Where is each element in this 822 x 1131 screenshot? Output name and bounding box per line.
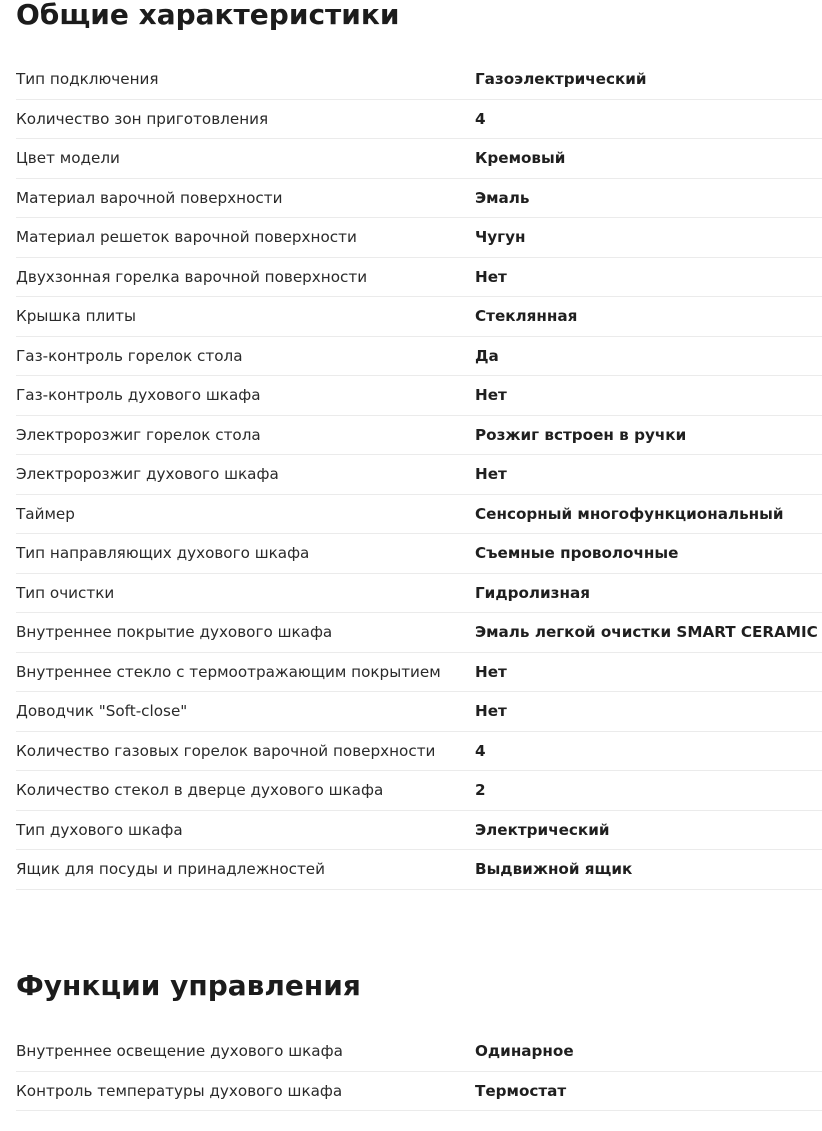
spec-label: Материал варочной поверхности (16, 188, 283, 207)
spec-value: 4 (475, 109, 486, 128)
spec-value: Стеклянная (475, 307, 578, 326)
spec-table-control (16, 1032, 822, 1111)
spec-value: Эмаль (475, 188, 530, 207)
spec-value: Гидролизная (475, 583, 590, 602)
spec-label: Внутреннее покрытие духового шкафа (16, 623, 333, 642)
spec-label: Количество зон приготовления (16, 109, 269, 128)
spec-value: Розжиг встроен в ручки (475, 425, 687, 444)
section-title-control: Функции управления (16, 969, 361, 1002)
spec-value: Электрический (475, 820, 610, 839)
spec-value: Сенсорный многофункциональный (475, 504, 784, 523)
spec-label: Тип подключения (16, 70, 159, 89)
spec-row (16, 574, 822, 614)
spec-label: Двухзонная горелка варочной поверхности (16, 267, 368, 286)
spec-row (16, 811, 822, 851)
spec-value: 4 (475, 741, 486, 760)
spec-row (16, 139, 822, 179)
spec-label: Газ-контроль горелок стола (16, 346, 243, 365)
spec-row (16, 218, 822, 258)
spec-value: 2 (475, 781, 486, 800)
spec-row (16, 850, 822, 890)
spec-row (16, 771, 822, 811)
spec-label: Количество газовых горелок варочной поверхности (16, 741, 436, 760)
spec-label: Внутреннее освещение духового шкафа (16, 1042, 343, 1061)
spec-value: Чугун (475, 228, 526, 247)
spec-row (16, 455, 822, 495)
spec-value: Нет (475, 465, 507, 484)
spec-value: Съемные проволочные (475, 544, 679, 563)
spec-value: Одинарное (475, 1042, 574, 1061)
spec-row (16, 60, 822, 100)
spec-label: Электророзжиг духового шкафа (16, 465, 279, 484)
spec-row (16, 613, 822, 653)
spec-row (16, 653, 822, 693)
spec-row (16, 1072, 822, 1112)
spec-row (16, 416, 822, 456)
spec-value: Нет (475, 702, 507, 721)
spec-label: Ящик для посуды и принадлежностей (16, 860, 326, 879)
spec-row (16, 258, 822, 298)
spec-row (16, 1032, 822, 1072)
spec-row (16, 100, 822, 140)
spec-value: Нет (475, 386, 507, 405)
spec-label: Контроль температуры духового шкафа (16, 1081, 343, 1100)
spec-row (16, 179, 822, 219)
section-title-general: Общие характеристики (16, 0, 400, 31)
spec-value: Кремовый (475, 149, 566, 168)
spec-value: Нет (475, 267, 507, 286)
spec-label: Внутреннее стекло с термоотражающим покрытием (16, 662, 441, 681)
spec-label: Таймер (16, 504, 75, 523)
spec-label: Цвет модели (16, 149, 120, 168)
spec-label: Тип очистки (16, 583, 115, 602)
spec-row (16, 692, 822, 732)
spec-table-general (16, 60, 822, 890)
spec-label: Доводчик "Soft-close" (16, 702, 188, 721)
spec-row (16, 534, 822, 574)
spec-label: Тип направляющих духового шкафа (16, 544, 310, 563)
spec-value: Эмаль легкой очистки SMART CERAMIC (475, 623, 818, 642)
spec-label: Тип духового шкафа (16, 820, 183, 839)
spec-row (16, 732, 822, 772)
spec-value: Газоэлектрический (475, 70, 647, 89)
spec-value: Выдвижной ящик (475, 860, 633, 879)
spec-value: Термостат (475, 1081, 567, 1100)
spec-row (16, 495, 822, 535)
spec-value: Нет (475, 662, 507, 681)
spec-label: Газ-контроль духового шкафа (16, 386, 261, 405)
spec-label: Электророзжиг горелок стола (16, 425, 261, 444)
spec-row (16, 337, 822, 377)
spec-label: Материал решеток варочной поверхности (16, 228, 357, 247)
spec-label: Крышка плиты (16, 307, 136, 326)
spec-row (16, 297, 822, 337)
spec-value: Да (475, 346, 499, 365)
spec-label: Количество стекол в дверце духового шкафа (16, 781, 384, 800)
spec-row (16, 376, 822, 416)
